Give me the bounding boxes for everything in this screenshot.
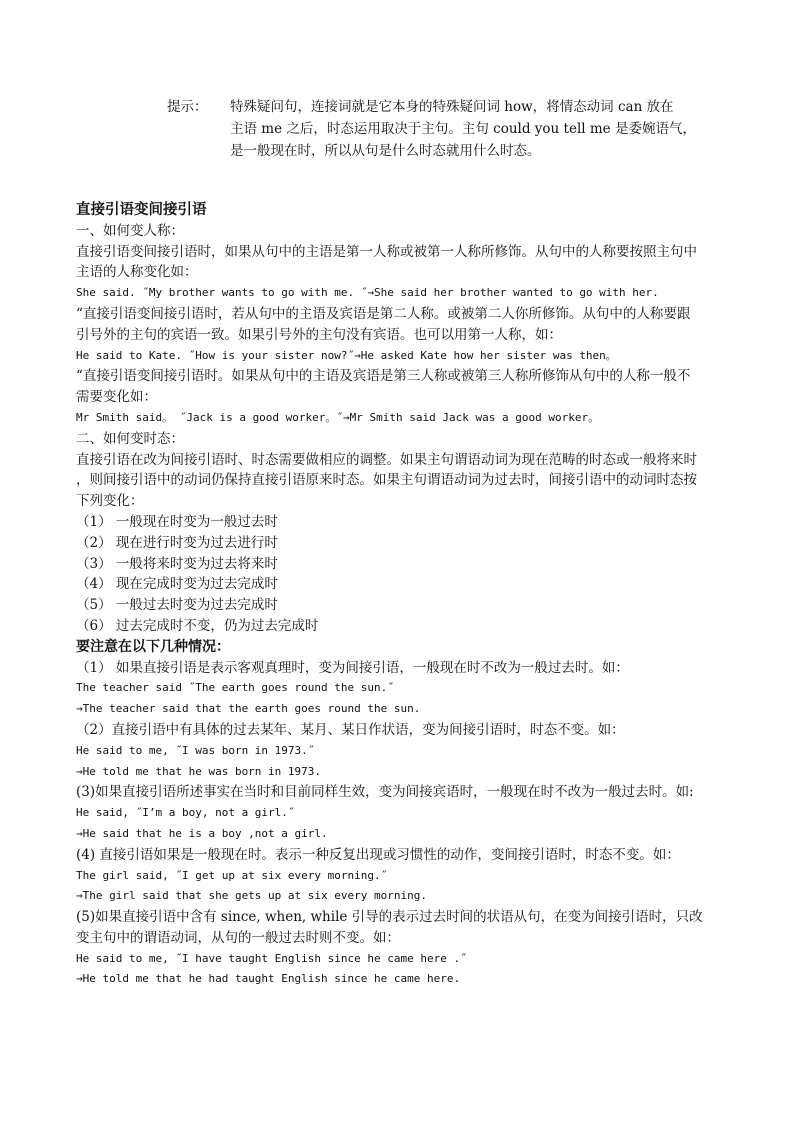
hint-line: 是一般现在时，所以从句是什么时态就用什么时态。 (230, 143, 541, 159)
paragraph-line: （4） 现在完成时变为过去完成时 (76, 576, 278, 593)
main-content (76, 200, 726, 990)
example-sentence: The girl said, ˝I get up at six every morning.˝ (76, 868, 388, 882)
paragraph-line: （6） 过去完成时不变，仍为过去完成时 (76, 617, 319, 634)
paragraph-line: （2）直接引语中有具体的过去某年、某月、某日作状语，变为间接引语时，时态不变。如： (76, 721, 625, 738)
paragraph-line: 引号外的主句的宾语一致。如果引号外的主句没有宾语。也可以用第一人称，如： (76, 326, 562, 343)
hint-line: 主语 me 之后，时态运用取决于主句。主句 could you tell me 是委婉语气， (230, 121, 696, 137)
example-sentence: He said to me, ˝I was born in 1973.˝ (76, 743, 315, 757)
paragraph-line: （1） 一般现在时变为一般过去时 (76, 513, 278, 530)
example-sentence: The teacher said ˝The earth goes round the sun.˝ (76, 681, 394, 695)
paragraph-line: (3)如果直接引语所述事实在当时和目前同样生效，变为间接宾语时，一般现在时不改为一般过去时。如: (76, 784, 694, 801)
example-sentence: He said, ˝I’m a boy, not a girl.˝ (76, 806, 295, 820)
paragraph-line: 一、如何变人称： (76, 222, 184, 239)
paragraph-line: 需要变化如： (76, 389, 157, 406)
example-sentence: →He told me that he was born in 1973. (76, 764, 322, 778)
example-sentence: →The teacher said that the earth goes round the sun. (76, 702, 421, 716)
example-sentence: →The girl said that she gets up at six every morning. (76, 889, 427, 903)
example-sentence: Mr Smith said。 ˝Jack is a good worker。˝→Mr Smith said Jack was a good worker。 (76, 410, 600, 424)
paragraph-line: 下列变化： (76, 493, 144, 510)
paragraph-line: (4) 直接引语如果是一般现在时。表示一种反复出现或习惯性的动作，变间接引语时，时态不变。如： (76, 846, 680, 863)
paragraph-line: 直接引语变间接引语时，如果从句中的主语是第一人称或被第一人称所修饰。从句中的人称要按照主句中 (76, 243, 697, 260)
paragraph-line: （2） 现在进行时变为过去进行时 (76, 534, 278, 551)
example-sentence: →He told me that he had taught English since he came here. (76, 972, 461, 986)
paragraph-line: 主语的人称变化如： (76, 264, 198, 281)
hint-text (230, 96, 730, 162)
paragraph-line: ，则间接引语中的动词仍保持直接引语原来时态。如果主句谓语动词为过去时，间接引语中的动词时态按 (76, 472, 697, 489)
example-sentence: He said to Kate. ˝How is your sister now?˝→He asked Kate how her sister was then。 (76, 348, 617, 362)
paragraph-line: （3） 一般将来时变为过去将来时 (76, 555, 278, 572)
paragraph-line: （5） 一般过去时变为过去完成时 (76, 597, 278, 614)
example-sentence: He said to me, ˝I have taught English since he came here .˝ (76, 951, 467, 965)
paragraph-line: “直接引语变间接引语时。如果从句中的主语及宾语是第三人称或被第三人称所修饰从句中的人称一般不 (76, 368, 691, 385)
paragraph-line: （1） 如果直接引语是表示客观真理时，变为间接引语，一般现在时不改为一般过去时。如： (76, 659, 629, 676)
paragraph-line: 变主句中的谓语动词，从句的一般过去时则不变。如： (76, 929, 400, 946)
paragraph-line: 直接引语在改为间接引语时、时态需要做相应的调整。如果主句谓语动词为现在范畴的时态或一般将来时 (76, 451, 697, 468)
hint-label: 提示： (167, 99, 208, 115)
paragraph-line: (5)如果直接引语中含有 since, when, while 引导的表示过去时间的状语从句，在变为间接引语时，只改 (76, 909, 703, 926)
example-sentence: She said. ˝My brother wants to go with me. ˝→She said her brother wanted to go with her. (76, 286, 659, 300)
section-title: 直接引语变间接引语 (76, 201, 207, 218)
paragraph-line: “直接引语变间接引语时，若从句中的主语及宾语是第二人称。或被第二人你所修饰。从句中的人称要跟 (76, 305, 691, 322)
hint-line: 特殊疑问句，连接词就是它本身的特殊疑问词 how，将情态动词 can 放在 (230, 99, 674, 115)
paragraph-line: 二、如何变时态： (76, 430, 184, 447)
example-sentence: →He said that he is a boy ,not a girl. (76, 826, 328, 840)
bold-heading: 要注意在以下几种情况： (76, 638, 230, 655)
